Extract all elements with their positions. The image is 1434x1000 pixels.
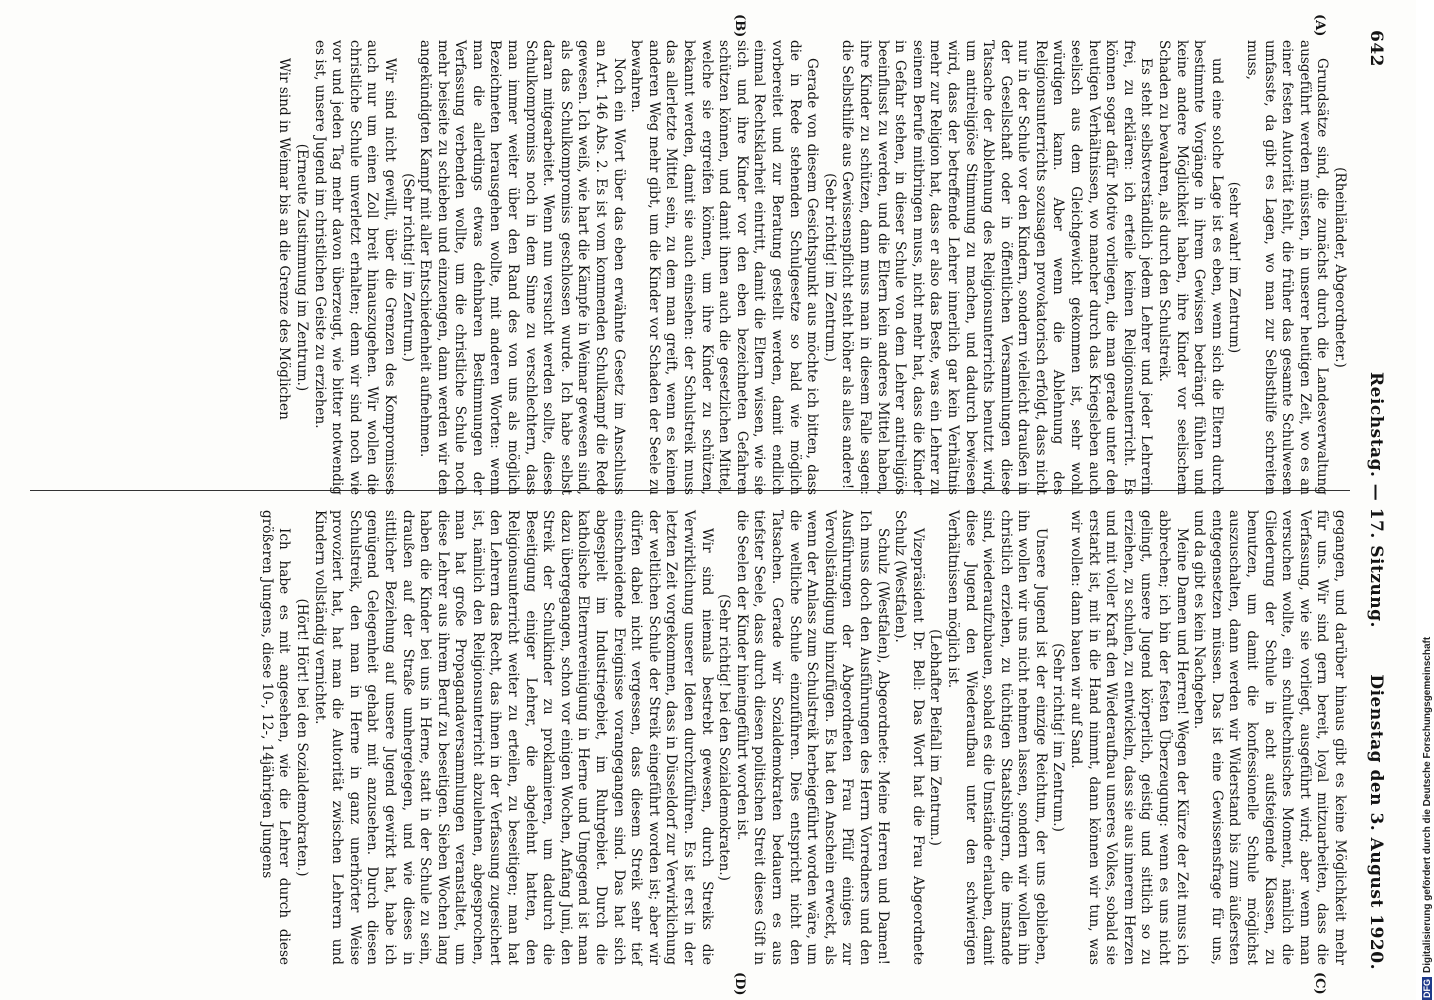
header-date: Dienstag den 3. August 1920. [1366,674,1386,970]
paragraph: Vizepräsident Dr. Bell: Das Wort hat die Frau Abgeordnete Schulz (Westfalen). [892,510,926,965]
interjection: (Hört! Hört! bei den Sozialdemokraten.) [293,598,310,877]
paragraph: Wir sind nicht gewillt, über die Grenzen des Kompromisses auch nur um einen Zoll breit hinauszugehen. Wir wollen die christliche Schule unverletzt erhalten; denn wir sind noch wie vor und jeden Tag mehr davon überzeugt, wie bitter notwendig es ist, unsere Jugend im christlichen Geiste zu erziehen. [311,40,398,495]
margin-mark-b: (B) [732,14,747,38]
dfg-logo: DFG [1422,979,1432,998]
left-column [275,14,1348,495]
header-title: Reichstag. — 17. Sitzung. [1366,372,1386,628]
interjection: (Lebhafter Beifall im Zentrum.) [927,629,944,846]
page-number: 642 [1366,30,1386,67]
interjection: (Sehr richtig! im Zentrum.) [821,173,838,362]
paragraph: Grundsätze sind, die zunächst durch die Landesverwaltung ausgeführt werden müssten, in unserer heutigen Zeit, wo es an einer festen Autorität fehlt, die früher das gesamte Schulwesen umfasste, da gibt es Lagen, wo man zur Selbsthilfe schreiten muss, [1244,40,1331,495]
digitization-credit [1422,637,1433,1000]
paragraph: Meine Damen und Herren! Wegen der Kürze der Zeit muss ich abbrechen; ich bin der festen Überzeugung: wenn es uns nicht gelingt, unsere Jugend körperlich, geistig und sittlich so zu erziehen, zu schulen, zu entwickeln, dass sie aus innerem Herzen und mit voller Kraft den Wiederaufbau unseres Volkes, sobald sie erstarkt ist, mit in die Hand nimmt, dann können wir tun, was wir wollen: dann bauen wir auf Sand. [1068,510,1190,965]
paragraph: Unsere Jugend ist der einzige Reichtum, der uns geblieben, ihn wollen wir uns nicht nehmen lassen, sondern wir wollen ihn christlich erziehen, zu tüchtigen Staatsbürgern, die imstande sind, wiederaufzubauen, sobald es die Umstände erlauben, damit diese Jugend den Wiederaufbau unter den schwierigen Verhältnissen möglich ist. [944,510,1049,965]
right-column [257,510,1348,996]
interjection: (Sehr richtig! bei den Sozialdemokraten.) [716,594,733,881]
interjection: (sehr wahr! im Zentrum) [1226,181,1243,354]
interjection: (Erneute Zustimmung im Zentrum.) [293,143,310,392]
paragraph: Ich habe es mit angesehen, wie die Lehrer durch diese größeren Jungens, diese 10-, 12-, 14jährigen Jungens [258,510,293,965]
paragraph: Noch ein Wort über das eben erwähnte Gesetz im Anschluss an Art. 146 Abs. 2. Es ist vom kommenden Schulkampf die Rede gewesen. Ich weiß, wie hart die Kämpfe in Weimar gewesen sind, als das Schulkompromiss geschlossen wurde. Ich habe selbst daran mitgearbeitet. Wenn nun versucht werden sollte, dieses Schulkompromiss noch in dem Sinne zu verschlechtern, dass man immer weiter über den Rand des von uns als möglich Bezeichneten herausgehen wollte, mit anderen Worten: wenn man die allerdings etwas dehnbaren Bestimmungen der Verfassung verbenden wollte, um die christliche Schule noch mehr beiseite zu schieben und einzuengen, dann werden wir den angekündigten Kampf mit aller Entschiedenheit aufnehmen. [417,40,627,495]
margin-mark-a: (A) [1312,14,1327,37]
paragraph: Wir sind niemals bestrebt gewesen, durch Streiks die Verwirklichung unserer Ideen durchzuführen. Es ist erst in der letzten Zeit vorgekommen, dass in Düsseldorf zur Verwirklichung der weltlichen Schule der Streik eingeführt worden ist; aber wir dürfen dabei nicht vergessen, dass diesem Streik sehr tief einschneidende Ereignisse vorangegangen sind. Das hat sich abgespielt im Industriegebiet, im Ruhrgebiet. Durch die katholische Elternvereinigung in Herne und Umgegend ist man dazu übergegangen, schon vor einigen Wochen, Anfang Juni, den Streik der Schulkinder zu proklamieren, um dadurch die Beseitigung einiger Lehrer, die abgelehnt hatten, den Religionsunterricht weiter zu erteilen, zu beseitigen; man hat den Lehrern das Recht, das ihnen in der Verfassung zugesichert ist, nämlich den Religionsunterricht abzulehnen, abgesprochen, man hat große Propagandaversammlungen veranstaltet, um diese Lehrer aus ihrem Beruf zu beseitigen. Sieben Wochen lang haben die Kinder bei uns in Herne, statt in der Schule zu sein, draußen auf der Straße umhergelegen, und wie dieses in sittlicher Beziehung auf unsere Jugend gewirkt hat, habe ich genügend Gelegenheit gehabt mit anzusehen. Durch diesen Schulstreik, den man in Herne in ganz unerhörter Weise provoziert hat, hat man die Autorität zwischen Lehrern und Kindern vollständig vernichtet. [311,510,715,965]
paragraph: Schulz (Westfalen), Abgeordnete: Meine Herren und Damen! Ich muss doch den Ausführungen des Herrn Vorredners und den Ausführungen der Abgeordneten Frau Pfülf einiges zur Vervollständigung hinzufügen. Es hat den Anschein erweckt, als wenn der Anlass zum Schulstreik herbeigeführt worden wäre, um die weltliche Schule einzuführen. Dies entspricht nicht den Tatsachen. Gerade wir Sozialdemokraten bedauern es aus tiefster Seele, dass durch diesen politischen Streit dieses Gift in die Seelen der Kinder hineingeführt worden ist. [733,510,891,965]
digitization-credit-text: Digitalisierung gefördert durch die Deutsche Forschungsgemeinschaft [1422,636,1433,973]
paragraph: Wir sind in Weimar bis an die Grenze des Möglichen [276,58,293,420]
interjection: (Sehr richtig! im Zentrum.) [1050,643,1067,832]
page-header [1360,30,1388,970]
paragraph: Es steht selbstverständlich jedem Lehrer und jeder Lehrerin frei, zu erklären: ich erteile keinen Religionsunterricht. Es können sogar dafür Motive vorliegen, die man gerade unter den heutigen Verhältnissen, wo mancher durch das Kriegsleben auch seelisch aus dem Gleichgewicht gekommen ist, sehr wohl würdigen kann. Aber wenn die Ablehnung des Religionsunterrichts sozusagen provokatorisch erfolgt, dass nicht nur in der Schule vor den Kindern, sondern vielleicht draußen in der Gesellschaft oder in öffentlichen Versammlungen diese Tatsache der Ablehnung des Religionsunterrichts benutzt wird, um antireligiöse Stimmung zu machen, und dadurch bewiesen wird, dass der betreffende Lehrer innerlich gar kein Verhältnis mehr zur Religion hat, dass er also das Beste, was ein Lehrer zu seinem Berufe mitbringen muss, nicht mehr hat, dass die Kinder in Gefahr stehen, in dieser Schule von dem Lehrer antireligiös beeinflusst zu werden, und die Eltern kein anderes Mittel haben, ihre Kinder zu schützen, dann muss man in diesem Falle sagen: die Selbsthilfe aus Gewissenspflicht steht höher als alles andere! [839,40,1155,495]
paragraph: Gerade von diesem Gesichtspunkt aus möchte ich bitten, dass die in Rede stehenden Schulgesetze so bald wie möglich vorbereitet und zur Beratung gestellt werden, damit endlich einmal Rechtsklarheit eintritt, damit die Eltern wissen, wie sie sich und ihre Kinder vor den eben bezeichneten Gefahren schützen können, und damit ihnen auch die gesetzlichen Mittel, welche sie ergreifen können, um ihre Kinder zu schützen, bekannt werden, damit sie auch einsehen: der Schulstreik muss das allerletzte Mittel sein, zu dem man greift, wenn es keinen anderen Weg mehr gibt, um die Kinder vor Schaden der Seele zu bewahren. [628,40,821,495]
margin-mark-c: (C) [1312,972,1327,995]
paragraph: gegangen, und darüber hinaus gibt es keine Möglichkeit mehr für uns. Wir sind gern bereit, loyal mitzuarbeiten, dass die Verfassung, wie sie vorliegt, ausgeführt wird; aber wenn man versuchen wollte, ein schultechnisches Moment, nämlich die Gliederung der Schule in acht aufsteigende Klassen, zu benutzen, um damit die konfessionelle Schule möglichst auszuschalten, dann werden wir Widerstand bis zum äußersten entgegensetzen müssen. Das ist eine Gewissensfrage für uns, und da gibt es kein Nachgeben. [1191,510,1348,965]
paragraph: und eine solche Lage ist es eben, wenn sich die Eltern durch bestimmte Vorgänge in ihrem Gewissen bedrängt fühlen und keine andere Möglichkeit haben, ihre Kinder vor seelischem Schaden zu bewahren, als durch den Schulstreik. [1156,40,1225,495]
margin-mark-d: (D) [732,972,747,996]
interjection: (Rheinländer, Abgeordneter.) [1332,167,1348,368]
interjection: (Sehr richtig! im Zentrum.) [399,173,416,362]
